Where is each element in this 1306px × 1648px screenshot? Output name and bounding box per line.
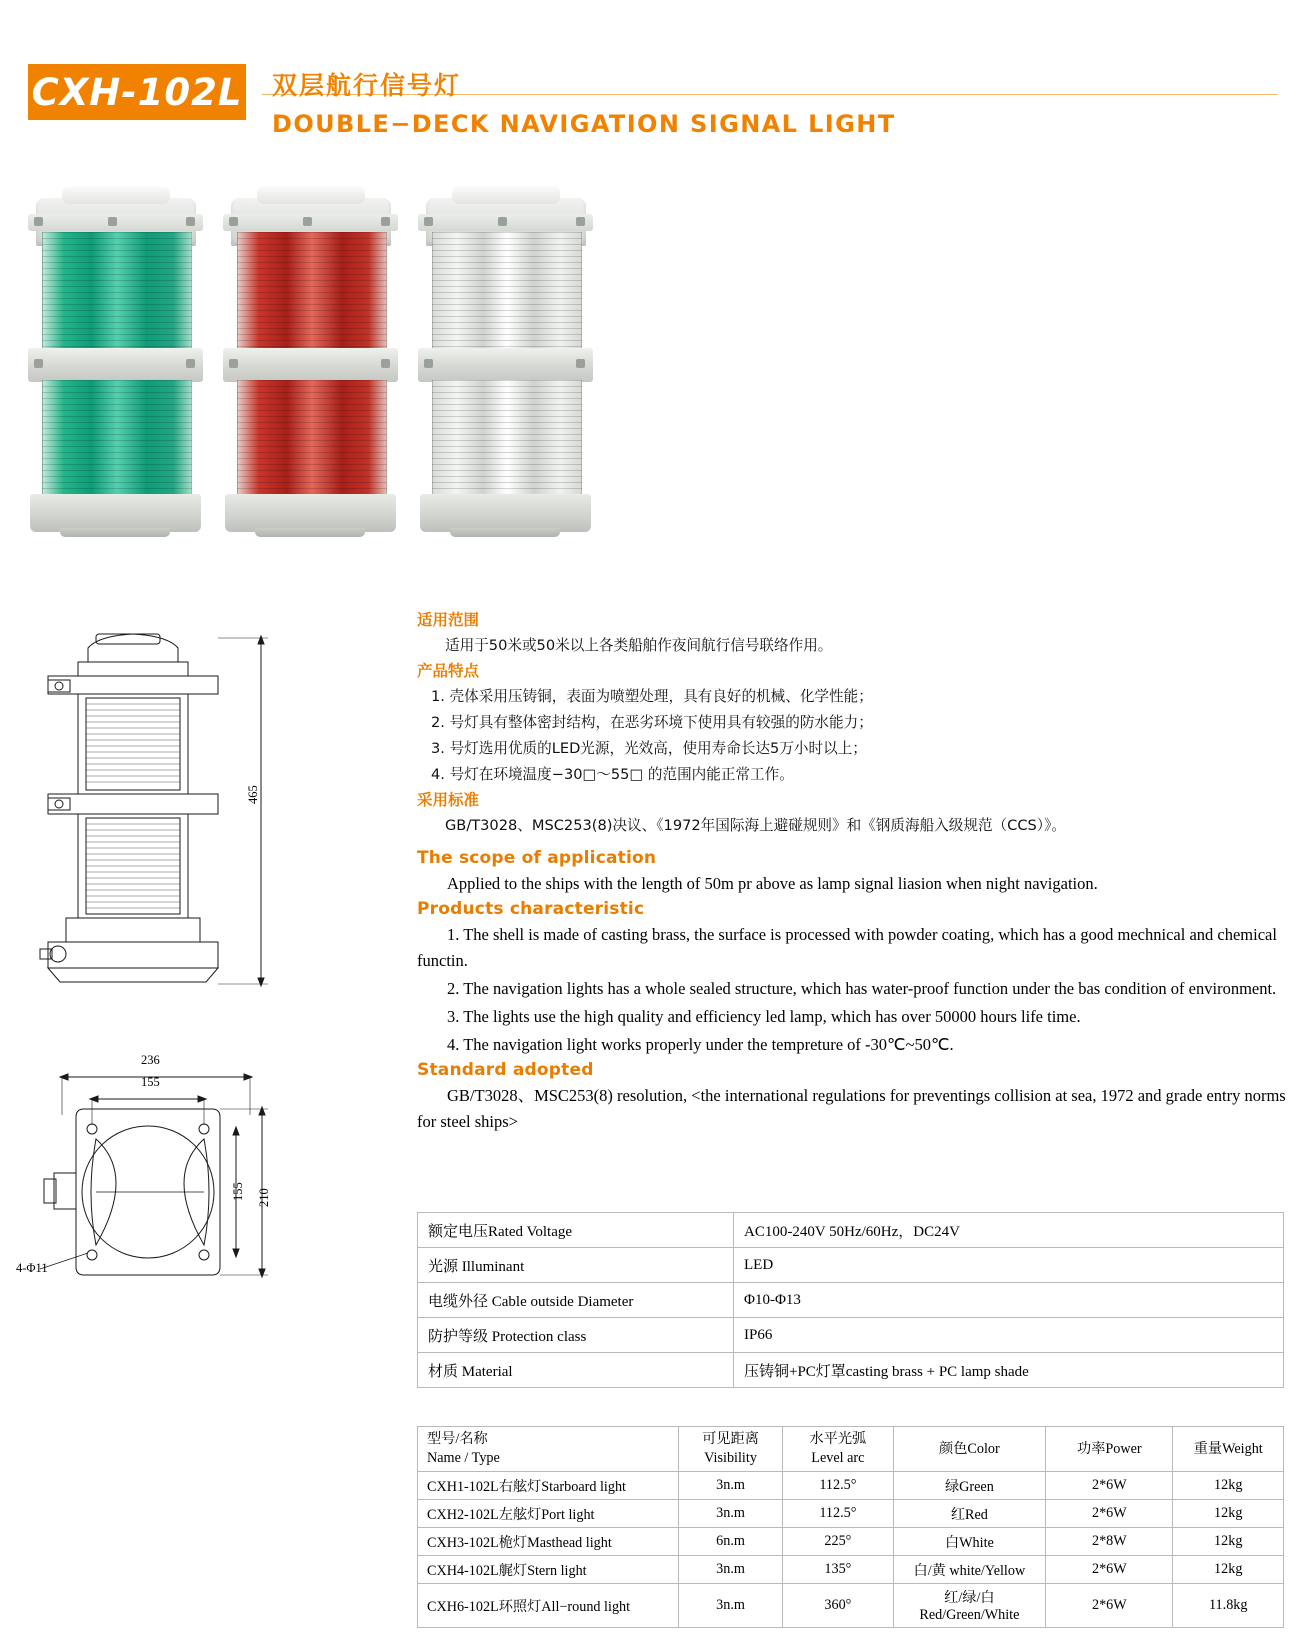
lamp-cap-flange: [223, 214, 398, 231]
table-row: [418, 1472, 1284, 1500]
scope-cn-title: 适用范围: [417, 611, 480, 629]
header-weight: 重量Weight: [1173, 1427, 1284, 1472]
scope-en-title: The scope of application: [417, 848, 657, 868]
hole-note-label: 4-Φ11: [16, 1261, 48, 1275]
model-arc: 360°: [783, 1584, 893, 1628]
scope-en-text: Applied to the ships with the length of 50m pr above as lamp signal liasion when night navigation.: [447, 874, 1098, 893]
model-arc: 112.5°: [783, 1500, 893, 1528]
lamp-upper-lens: [237, 232, 387, 352]
model-color: 白White: [893, 1528, 1046, 1556]
lamp-base: [225, 494, 396, 532]
technical-drawing-side-view: [18, 618, 318, 1038]
side-view-svg: [18, 618, 318, 1038]
header-power: 功率Power: [1046, 1427, 1173, 1472]
spec-key: 额定电压Rated Voltage: [418, 1213, 734, 1248]
top-view-svg: [18, 1055, 318, 1305]
lamp-middle-band: [418, 348, 593, 382]
dimension-inner-width-155: 155: [141, 1075, 160, 1089]
model-power: 2*6W: [1046, 1472, 1173, 1500]
dimension-width-236: 236: [141, 1053, 160, 1067]
table-row: [418, 1528, 1284, 1556]
features-en-title: Products characteristic: [417, 899, 645, 919]
model-weight: 12kg: [1173, 1500, 1284, 1528]
table-row: [418, 1318, 1284, 1353]
model-arc: 225°: [783, 1528, 893, 1556]
product-title-en: DOUBLE−DECK NAVIGATION SIGNAL LIGHT: [272, 110, 896, 138]
table-row: [418, 1500, 1284, 1528]
standard-cn-title: 采用标准: [417, 791, 480, 809]
model-visibility: 3n.m: [678, 1584, 782, 1628]
header-visibility: [678, 1427, 782, 1472]
spec-key: 材质 Material: [418, 1353, 734, 1388]
model-arc: 135°: [783, 1556, 893, 1584]
spec-key: 光源 Illuminant: [418, 1248, 734, 1283]
model-weight: 11.8kg: [1173, 1584, 1284, 1628]
spec-value: LED: [734, 1248, 1284, 1283]
model-badge: [28, 64, 246, 120]
header-color: 颜色Color: [893, 1427, 1046, 1472]
feature-en-3: 3. The lights use the high quality and efficiency led lamp, which has over 50000 hours life time.: [447, 1007, 1081, 1026]
feature-en-1: 1. The shell is made of casting brass, the surface is processed with powder coating, which has a good mechnical and chemical functin.: [417, 925, 1277, 970]
standard-cn-text: GB/T3028、MSC253(8)决议、《1972年国际海上避碰规则》和《钢质海船入级规范（CCS）》。: [445, 817, 1066, 834]
model-name: CXH3-102L桅灯Masthead light: [418, 1528, 679, 1556]
model-table: [417, 1426, 1284, 1628]
lamp-middle-band: [28, 348, 203, 382]
feature-en-2: 2. The navigation lights has a whole sealed structure, which has water-proof function under the bas condition of environment.: [447, 979, 1277, 998]
model-visibility: 3n.m: [678, 1472, 782, 1500]
header-visibility-cn: 可见距离: [702, 1431, 759, 1447]
header-name-type-cn: 型号/名称: [427, 1431, 488, 1447]
model-visibility: 3n.m: [678, 1500, 782, 1528]
scope-cn-text: 适用于50米或50米以上各类船舶作夜间航行信号联络作用。: [445, 637, 833, 654]
table-row: [418, 1248, 1284, 1283]
model-visibility: 6n.m: [678, 1528, 782, 1556]
page-header: [0, 28, 1306, 138]
header-name-type-en: Name / Type: [427, 1450, 500, 1466]
specification-table: [417, 1212, 1284, 1388]
lamp-lower-lens: [237, 380, 387, 498]
spec-value: 压铸铜+PC灯罩casting brass + PC lamp shade: [734, 1353, 1284, 1388]
description-content: [417, 608, 1287, 1137]
model-color: 白/黄 white/Yellow: [893, 1556, 1046, 1584]
model-badge-label: CXH-102L: [31, 70, 243, 114]
product-photo-red: [223, 180, 398, 535]
model-color: 红Red: [893, 1500, 1046, 1528]
lamp-lower-lens: [42, 380, 192, 498]
feature-cn-2: 2. 号灯具有整体密封结构，在恶劣环境下使用具有较强的防水能力；: [431, 714, 873, 731]
spec-value: Φ10-Φ13: [734, 1283, 1284, 1318]
model-weight: 12kg: [1173, 1472, 1284, 1500]
table-row: [418, 1283, 1284, 1318]
model-power: 2*6W: [1046, 1500, 1173, 1528]
table-header-row: [418, 1427, 1284, 1472]
feature-cn-4: 4. 号灯在环境温度−30□～55□ 的范围内能正常工作。: [431, 766, 794, 783]
lamp-upper-lens: [42, 232, 192, 352]
header-name-type: [418, 1427, 679, 1472]
lamp-base: [30, 494, 201, 532]
table-row: [418, 1584, 1284, 1628]
table-row: [418, 1213, 1284, 1248]
header-level-arc-cn: 水平光弧: [809, 1431, 867, 1447]
technical-drawing-top-view: [18, 1055, 318, 1305]
model-arc: 112.5°: [783, 1472, 893, 1500]
header-level-arc: [783, 1427, 893, 1472]
lamp-middle-band: [223, 348, 398, 382]
product-title-cn: 双层航行信号灯: [272, 71, 462, 100]
spec-key: 电缆外径 Cable outside Diameter: [418, 1283, 734, 1318]
lamp-cap-flange: [28, 214, 203, 231]
standard-en-text: GB/T3028、MSC253(8) resolution, <the international regulations for preventings collision at sea, 1972 and grade entry norms for steel ships>: [417, 1086, 1286, 1131]
model-power: 2*8W: [1046, 1528, 1173, 1556]
model-visibility: 3n.m: [678, 1556, 782, 1584]
lamp-cap-flange: [418, 214, 593, 231]
header-visibility-en: Visibility: [704, 1450, 757, 1466]
standard-en-title: Standard adopted: [417, 1060, 594, 1080]
dimension-inner-depth-155: 155: [231, 1182, 245, 1201]
product-photos: [18, 170, 618, 550]
spec-value: AC100-240V 50Hz/60Hz，DC24V: [734, 1213, 1284, 1248]
model-name: CXH4-102L艉灯Stern light: [418, 1556, 679, 1584]
product-photo-green: [28, 180, 203, 535]
feature-cn-3: 3. 号灯选用优质的LED光源，光效高，使用寿命长达5万小时以上；: [431, 740, 867, 757]
model-power: 2*6W: [1046, 1584, 1173, 1628]
model-color: 红/绿/白 Red/Green/White: [893, 1584, 1046, 1628]
lamp-upper-lens: [432, 232, 582, 352]
table-row: [418, 1353, 1284, 1388]
table-row: [418, 1556, 1284, 1584]
spec-value: IP66: [734, 1318, 1284, 1353]
model-weight: 12kg: [1173, 1528, 1284, 1556]
header-level-arc-en: Level arc: [811, 1450, 865, 1466]
feature-cn-1: 1. 壳体采用压铸铜，表面为喷塑处理，具有良好的机械、化学性能；: [431, 688, 873, 705]
model-weight: 12kg: [1173, 1556, 1284, 1584]
dimension-height-465: 465: [246, 785, 260, 804]
dimension-depth-210: 210: [257, 1188, 271, 1207]
model-name: CXH1-102L右舷灯Starboard light: [418, 1472, 679, 1500]
features-cn-title: 产品特点: [417, 662, 480, 680]
spec-key: 防护等级 Protection class: [418, 1318, 734, 1353]
feature-en-4: 4. The navigation light works properly under the tempreture of -30℃~50℃.: [447, 1035, 954, 1054]
product-photo-white: [418, 180, 593, 535]
model-name: CXH2-102L左舷灯Port light: [418, 1500, 679, 1528]
lamp-lower-lens: [432, 380, 582, 498]
model-name: CXH6-102L环照灯All−round light: [418, 1584, 679, 1628]
model-power: 2*6W: [1046, 1556, 1173, 1584]
lamp-base: [420, 494, 591, 532]
model-color: 绿Green: [893, 1472, 1046, 1500]
